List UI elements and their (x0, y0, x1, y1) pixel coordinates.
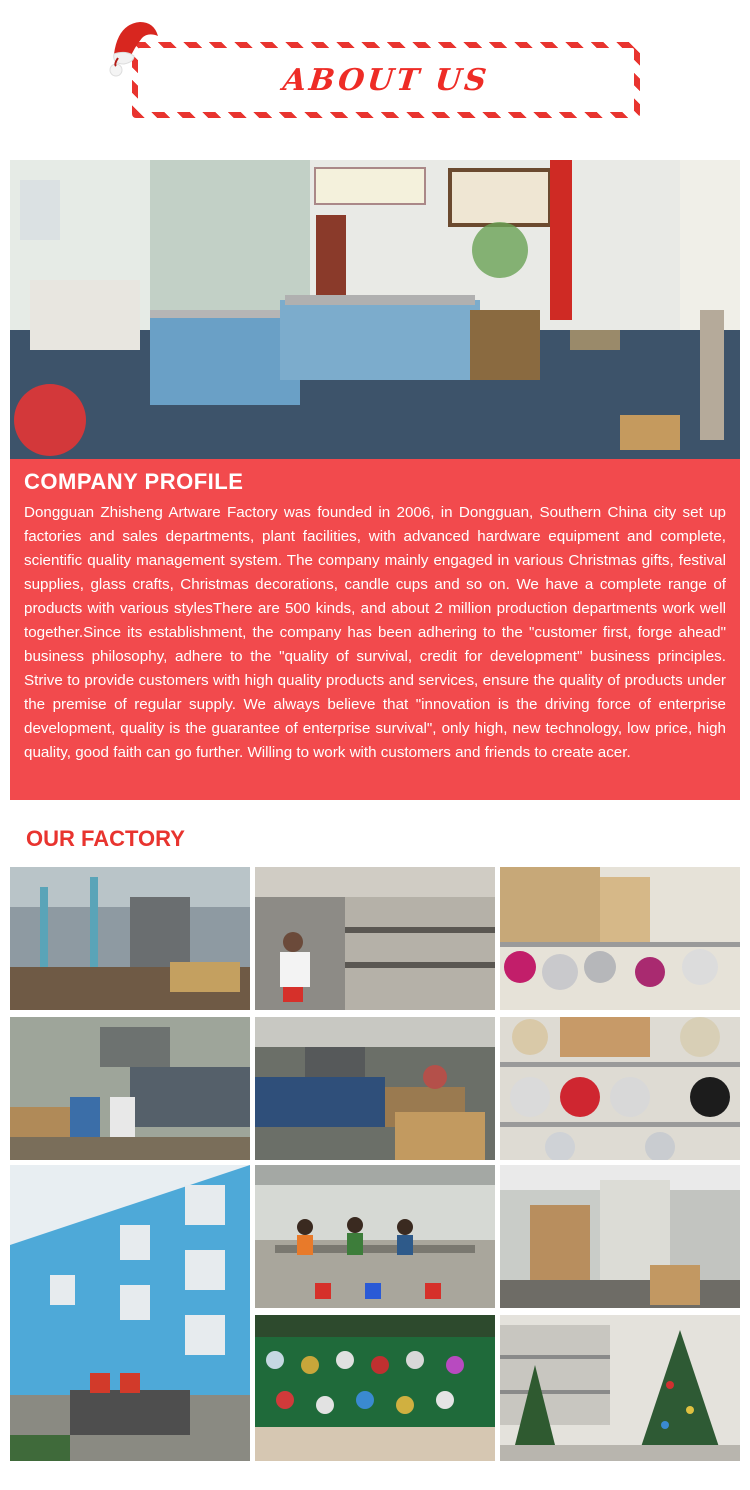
factory-photo-warehouse-shelves (255, 867, 495, 1010)
company-profile-text: Dongguan Zhisheng Artware Factory was founded in 2006, in Dongguan, Southern China city set up factories and sales departments, plant facilities, with advanced hardware equipment and complete, scientific quality management system. The company mainly engaged in various Christmas gifts, festival supplies, glass crafts, Christmas decorations, candle cups and so on. We have a complete range of products with various stylesThere are 500 kinds, and about 2 million production departments work well together.Since its establishment, the company has been adhering to the "customer first, forge ahead" business philosophy, adhere to the "quality of survival, credit for development" business principles. Strive to provide customers with high quality products and services, ensure the quality of products under the premise of regular supply. We always believe that "innovation is the driving force of enterprise development, quality is the guarantee of enterprise survival", only high, new technology, low price, high quality, good faith can go further. Willing to work with customers and friends to create acer. (24, 504, 726, 761)
factory-photo-stock-bags (500, 1017, 740, 1160)
company-profile-title: COMPANY PROFILE (24, 469, 244, 494)
our-factory-title: OUR FACTORY (26, 826, 185, 851)
factory-photo-production-line (10, 867, 250, 1010)
santa-hat-icon (104, 14, 166, 78)
office-photo (10, 160, 740, 459)
factory-photo-kiln-area (255, 1017, 495, 1160)
factory-photo-stock-boxes (500, 867, 740, 1010)
about-us-title: ABOUT US (281, 62, 491, 98)
factory-photo-workshop-workers (255, 1165, 495, 1308)
about-us-banner (132, 42, 640, 118)
factory-photo-building-exterior (10, 1165, 250, 1461)
about-us-banner-inner (138, 48, 634, 112)
factory-photo-showroom-trees (500, 1315, 740, 1461)
factory-photo-ornament-display (255, 1315, 495, 1461)
factory-photo-machine-room (500, 1165, 740, 1308)
company-profile-section (10, 459, 740, 800)
factory-photo-workers-furnace (10, 1017, 250, 1160)
